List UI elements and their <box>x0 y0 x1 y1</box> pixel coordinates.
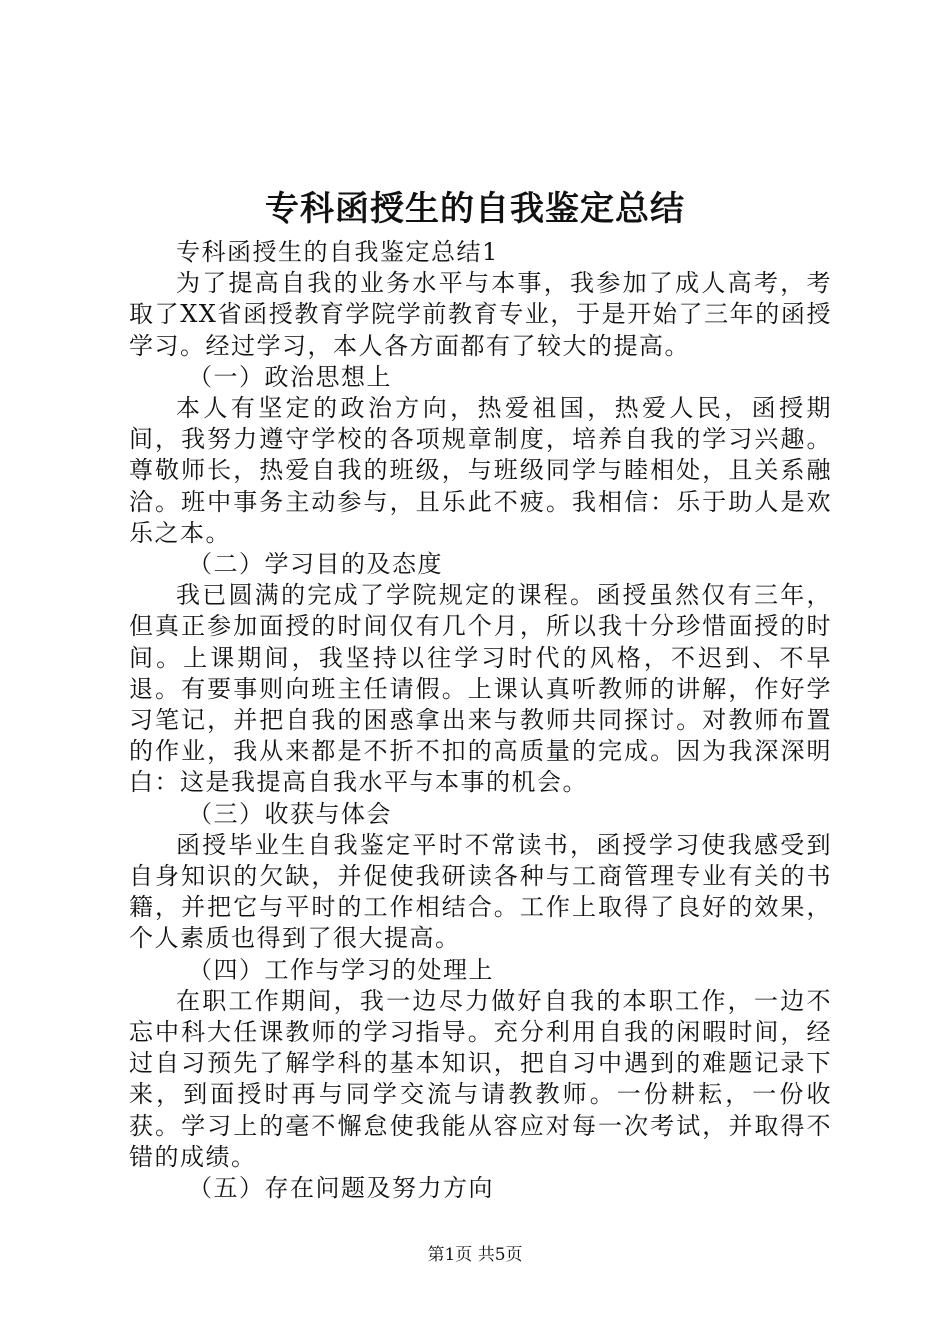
section-heading-study-attitude: （二）学习目的及态度 <box>188 550 443 579</box>
section-heading-politics: （一）政治思想上 <box>188 362 392 391</box>
subtitle-paragraph: 专科函授生的自我鉴定总结1 <box>176 238 499 266</box>
section-heading-problems: （五）存在问题及努力方向 <box>188 1174 494 1203</box>
study-attitude-paragraph: 我已圆满的完成了学院规定的课程。函授虽然仅有三年，但真正参加面授的时间仅有几个月，所以我十分珍惜面授的时间。上课期间，我坚持以往学习时代的风格，不迟到、不早退。有要事则向班主任请假。上课认真听教师的讲解，作好学习笔记，并把自我的困惑拿出来与教师共同探讨。对教师布置的作业，我从来都是不折不扣的高质量的完成。因为我深深明白：这是我提高自我水平与本事的机会。 <box>129 581 832 797</box>
document-body <box>129 237 832 1204</box>
work-study-paragraph: 在职工作期间，我一边尽力做好自我的本职工作，一边不忘中科大任课教师的学习指导。充分利用自我的闲暇时间，经过自习预先了解学科的基本知识，把自习中遇到的难题记录下来，到面授时再与同学交流与请教教师。一份耕耘，一份收获。学习上的毫不懈怠使我能从容应对每一次考试，并取得不错的成绩。 <box>129 986 832 1171</box>
politics-paragraph: 本人有坚定的政治方向，热爱祖国，热爱人民，函授期间，我努力遵守学校的各项规章制度，培养自我的学习兴趣。尊敬师长，热爱自我的班级，与班级同学与睦相处，且关系融洽。班中事务主动参与，且乐此不疲。我相信：乐于助人是欢乐之本。 <box>129 394 832 547</box>
section-heading-work-study: （四）工作与学习的处理上 <box>188 955 494 984</box>
page-title: 专科函授生的自我鉴定总结 <box>265 189 685 229</box>
intro-paragraph: 为了提高自我的业务水平与本事，我参加了成人高考，考取了XX省函授教育学院学前教育专业，于是开始了三年的函授学习。经过学习，本人各方面都有了较大的提高。 <box>129 269 832 360</box>
section-heading-gains: （三）收获与体会 <box>188 799 392 828</box>
page-number-footer: 第1页 共5页 <box>427 1245 523 1265</box>
gains-paragraph: 函授毕业生自我鉴定平时不常读书，函授学习使我感受到自身知识的欠缺，并促使我研读各种与工商管理专业有关的书籍，并把它与平时的工作相结合。工作上取得了良好的效果，个人素质也得到了很大提高。 <box>129 830 832 953</box>
